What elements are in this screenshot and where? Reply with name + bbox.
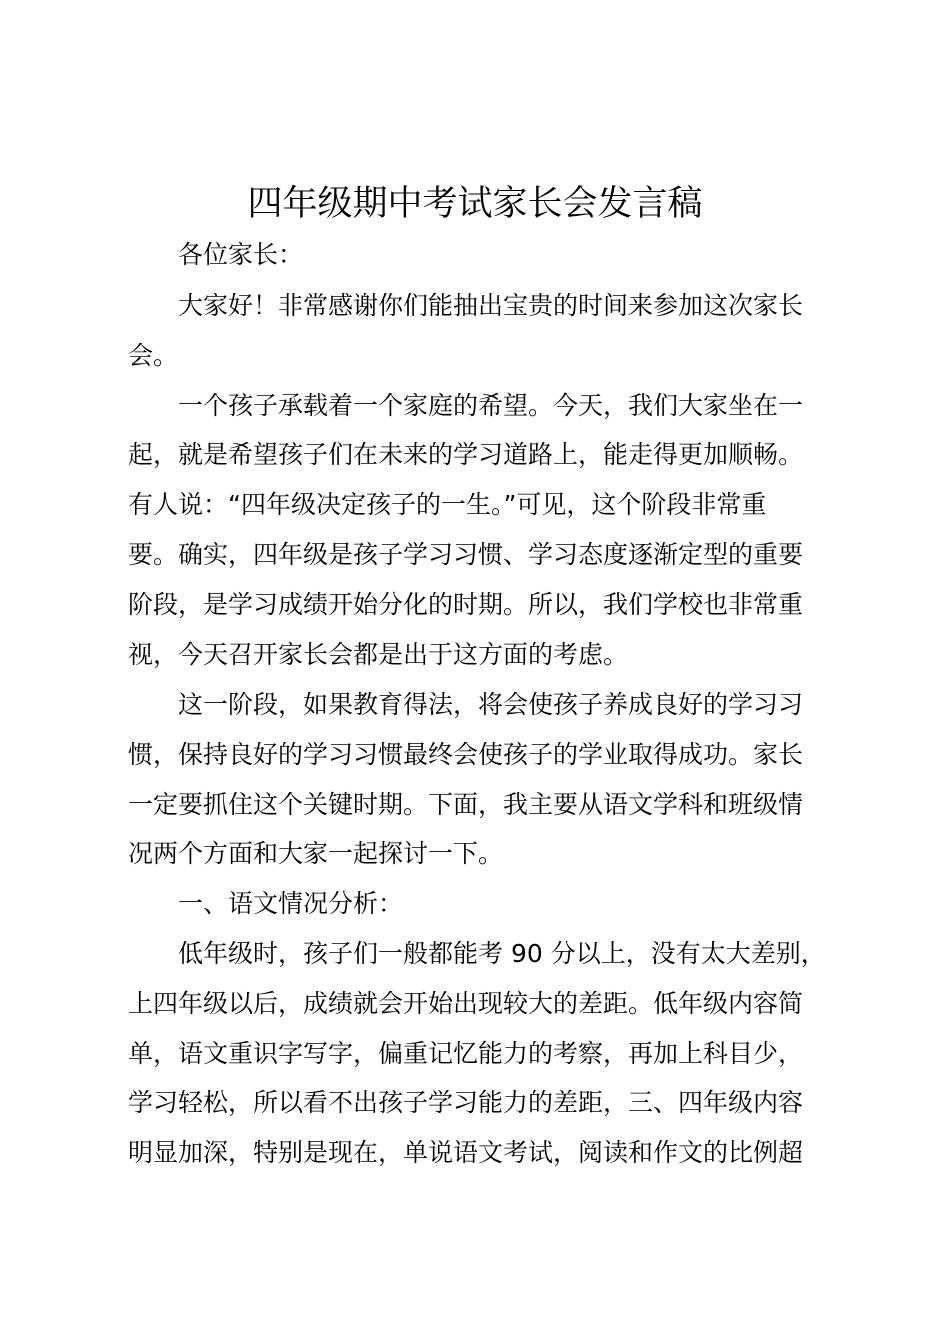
paragraph-line: 明显加深，特别是现在，单说语文考试，阅读和作文的比例超 [128, 1138, 804, 1167]
paragraph-line: 一个孩子承载着一个家庭的希望。今天，我们大家坐在一 [178, 391, 804, 420]
section-heading: 一、语文情况分析： [178, 889, 404, 918]
paragraph-line: 一定要抓住这个关键时期。下面，我主要从语文学科和班级情 [128, 790, 804, 819]
paragraph-line: 况两个方面和大家一起探讨一下。 [128, 839, 504, 868]
paragraph-line: 这一阶段，如果教育得法，将会使孩子养成良好的学习习 [178, 690, 804, 719]
paragraph-line: 单，语文重识字写字，偏重记忆能力的考察，再加上科目少， [128, 1039, 804, 1068]
paragraph-line: 起，就是希望孩子们在未来的学习道路上，能走得更加顺畅。 [128, 440, 804, 469]
paragraph-line: 大家好！非常感谢你们能抽出宝贵的时间来参加这次家长 [178, 291, 804, 320]
paragraph-line: 视，今天召开家长会都是出于这方面的考虑。 [128, 640, 629, 669]
paragraph-line: 低年级时，孩子们一般都能考 90 分以上，没有太大差别， [178, 939, 826, 968]
paragraph-line: 会。 [128, 341, 179, 370]
salutation: 各位家长： [178, 240, 304, 269]
paragraph-line: 要。确实，四年级是孩子学习习惯、学习态度逐渐定型的重要 [128, 540, 804, 569]
paragraph-line: 阶段，是学习成绩开始分化的时期。所以，我们学校也非常重 [128, 590, 804, 619]
paragraph-line: 上四年级以后，成绩就会开始出现较大的差距。低年级内容简 [128, 989, 804, 1018]
paragraph-line: 学习轻松，所以看不出孩子学习能力的差距，三、四年级内容 [128, 1088, 804, 1117]
paragraph-line: 惯，保持良好的学习习惯最终会使孩子的学业取得成功。家长 [128, 740, 804, 769]
paragraph-line: 有人说：“四年级决定孩子的一生。”可见，这个阶段非常重 [128, 490, 767, 519]
document-title: 四年级期中考试家长会发言稿 [247, 184, 703, 224]
